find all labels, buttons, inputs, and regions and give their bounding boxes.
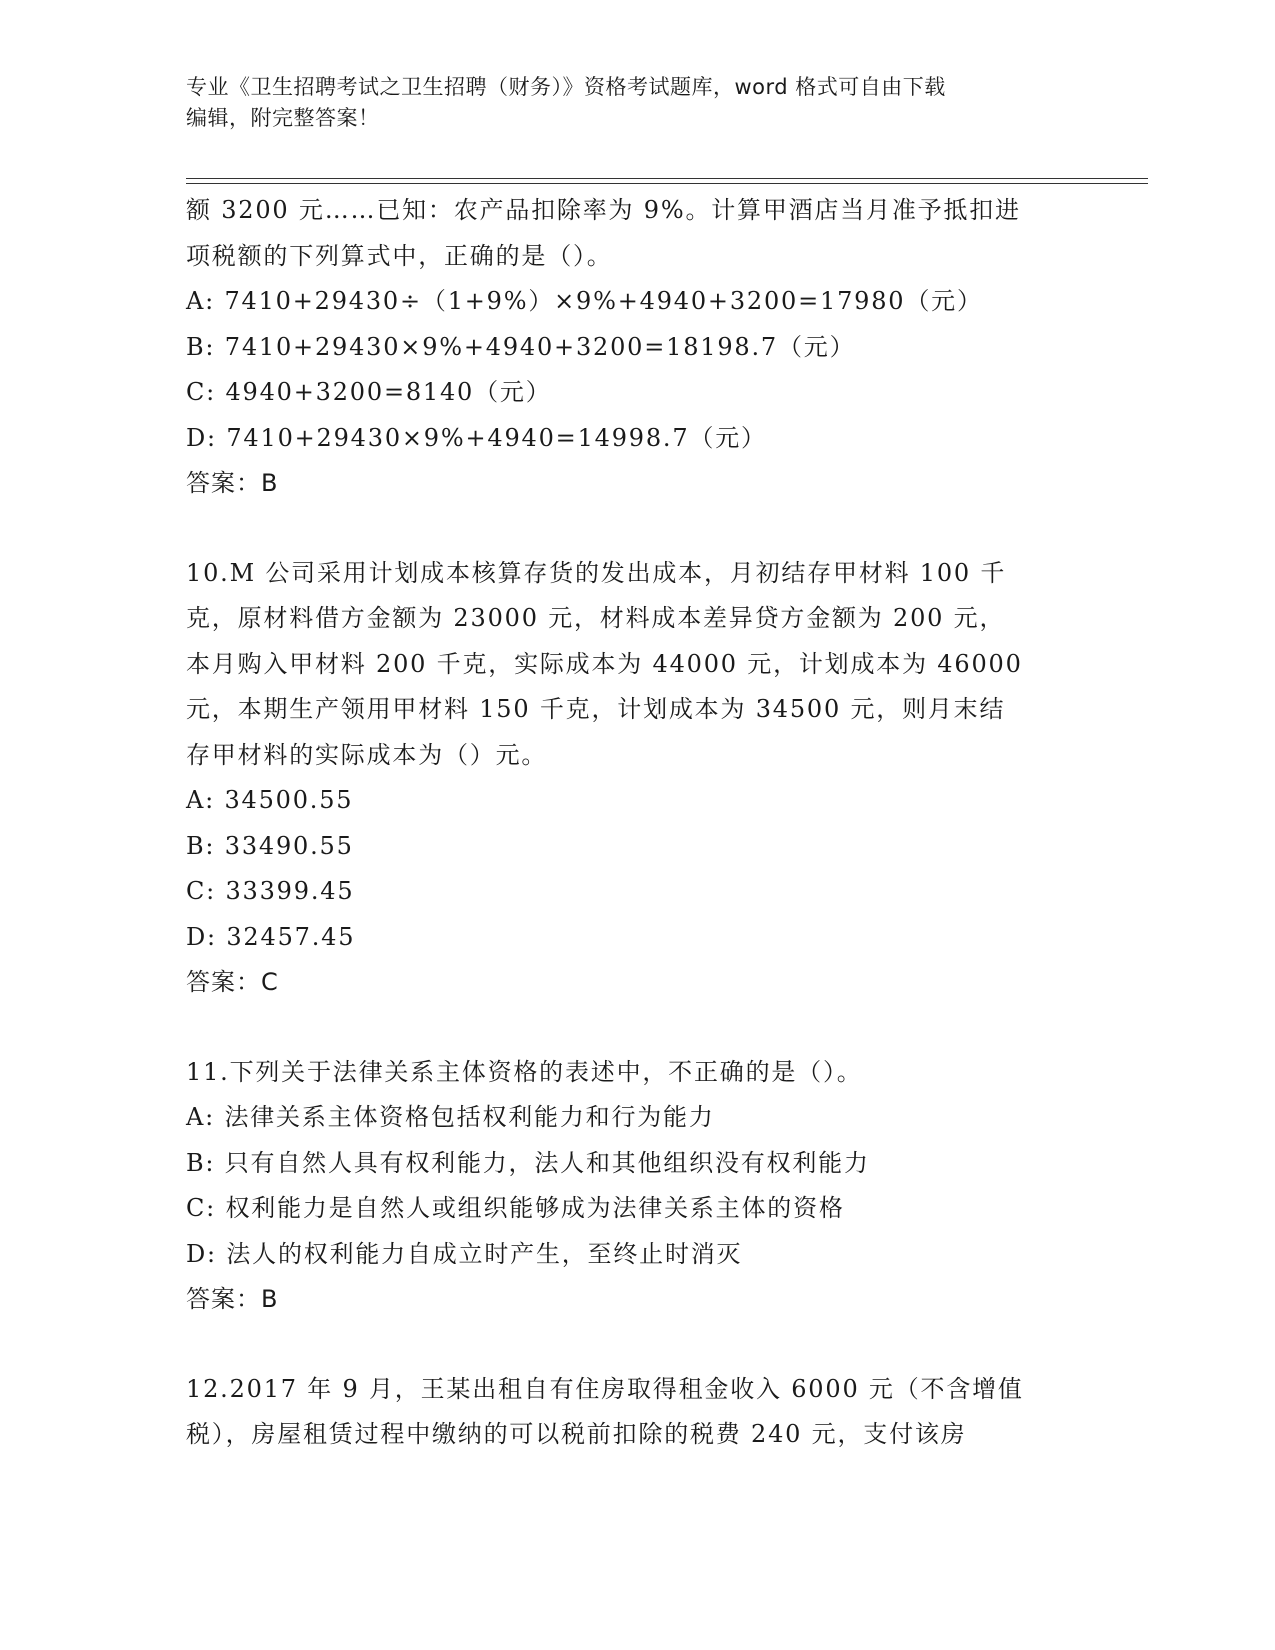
question-spacer [186, 1006, 1086, 1050]
question-text-line: 项税额的下列算式中，正确的是（）。 [186, 241, 613, 270]
question-spacer [186, 1323, 1086, 1367]
answer-line: 答案：B [186, 1285, 279, 1313]
question-item [186, 1367, 1086, 1458]
header-line: 编辑，附完整答案！ [186, 106, 380, 130]
document-header [186, 72, 1066, 134]
option-b: B: 只有自然人具有权利能力，法人和其他组织没有权利能力 [186, 1148, 870, 1177]
question-text-line: 存甲材料的实际成本为（）元。 [186, 740, 548, 769]
question-text-line: 元，本期生产领用甲材料 150 千克，计划成本为 34500 元，则月末结 [186, 695, 1006, 723]
option-b: B: 7410+29430×9%+4940+3200=18198.7（元） [186, 332, 856, 361]
option-c: C: 33399.45 [186, 877, 355, 905]
question-text-line: 12.2017 年 9 月，王某出租自有住房取得租金收入 6000 元（不含增值 [186, 1374, 1024, 1403]
question-text-line: 税），房屋租赁过程中缴纳的可以税前扣除的税费 240 元，支付该房 [186, 1420, 967, 1448]
answer-line: 答案：B [186, 469, 279, 497]
question-list [186, 188, 1086, 1458]
question-text-line: 10.M 公司采用计划成本核算存货的发出成本，月初结存甲材料 100 千 [186, 558, 1007, 587]
option-d: D: 法人的权利能力自成立时产生，至终止时消灭 [186, 1239, 743, 1268]
answer-line: 答案：C [186, 968, 279, 996]
option-a: A: 法律关系主体资格包括权利能力和行为能力 [186, 1103, 715, 1131]
question-text-line: 克，原材料借方金额为 23000 元，材料成本差异贷方金额为 200 元， [186, 604, 1006, 632]
option-d: D: 7410+29430×9%+4940=14998.7（元） [186, 423, 767, 452]
question-text-line: 额 3200 元……已知：农产品扣除率为 9%。计算甲酒店当月准予抵扣进 [186, 196, 1021, 224]
question-item [186, 188, 1086, 507]
option-a: A: 34500.55 [186, 786, 354, 814]
header-line: 专业《卫生招聘考试之卫生招聘（财务）》资格考试题库，word 格式可自由下载 [186, 75, 946, 99]
question-text-line: 本月购入甲材料 200 千克，实际成本为 44000 元，计划成本为 46000 [186, 649, 1023, 678]
question-item [186, 1050, 1086, 1323]
option-d: D: 32457.45 [186, 922, 356, 951]
option-b: B: 33490.55 [186, 831, 354, 860]
header-divider [186, 183, 1148, 184]
question-spacer [186, 507, 1086, 551]
question-text-line: 11.下列关于法律关系主体资格的表述中，不正确的是（）。 [186, 1057, 863, 1086]
option-c: C: 4940+3200=8140（元） [186, 378, 552, 406]
question-item [186, 551, 1086, 1006]
option-a: A: 7410+29430÷（1+9%）×9%+4940+3200=17980（元） [186, 287, 983, 315]
header-divider [186, 178, 1148, 179]
option-c: C: 权利能力是自然人或组织能够成为法律关系主体的资格 [186, 1194, 845, 1222]
